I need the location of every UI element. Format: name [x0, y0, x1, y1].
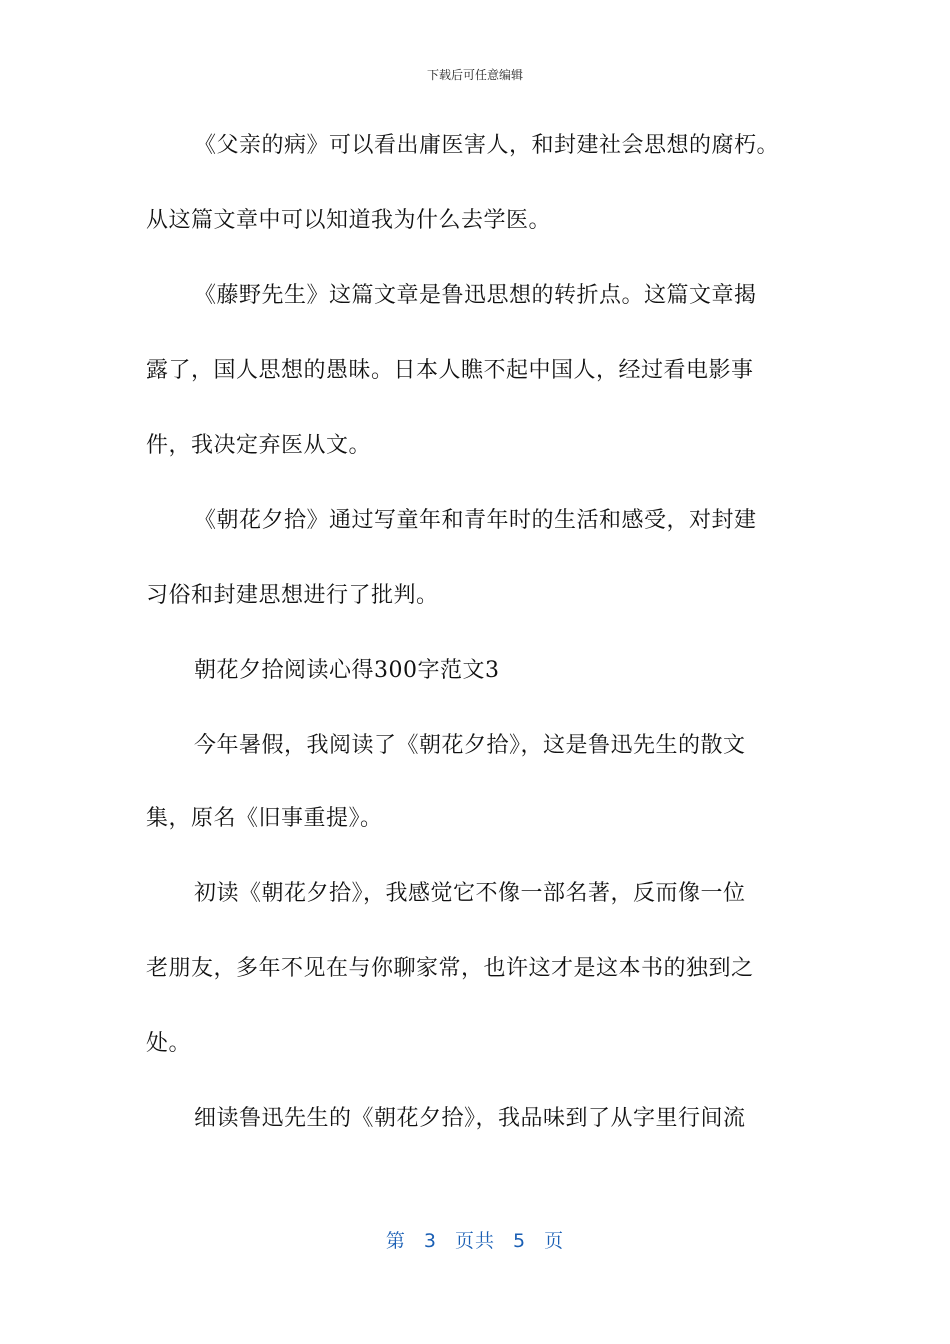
text-line: 处。	[146, 1031, 192, 1056]
text-line: 老朋友，多年不见在与你聊家常，也许这才是这本书的独到之	[146, 956, 754, 981]
text-line: 从这篇文章中可以知道我为什么去学医。	[146, 208, 552, 233]
section-heading: 朝花夕拾阅读心得300字范文3	[194, 658, 500, 683]
text-line: 《朝花夕拾》通过写童年和青年时的生活和感受，对封建	[194, 508, 757, 533]
page-middle: 页共	[454, 1230, 495, 1252]
current-page-number: 3	[423, 1230, 437, 1252]
text-line: 集，原名《旧事重提》。	[146, 806, 383, 831]
text-line: 露了，国人思想的愚昧。日本人瞧不起中国人，经过看电影事	[146, 358, 754, 383]
page-number-footer	[0, 1226, 950, 1253]
text-line: 《父亲的病》可以看出庸医害人，和封建社会思想的腐朽。	[194, 133, 780, 158]
page-prefix: 第	[385, 1230, 406, 1252]
text-line: 细读鲁迅先生的《朝花夕拾》，我品味到了从字里行间流	[194, 1106, 746, 1131]
download-note: 下载后可任意编辑	[426, 68, 523, 82]
text-line: 件，我决定弃医从文。	[146, 433, 372, 458]
text-line: 习俗和封建思想进行了批判。	[146, 583, 439, 608]
text-line: 初读《朝花夕拾》，我感觉它不像一部名著，反而像一位	[194, 881, 746, 906]
text-line: 《藤野先生》这篇文章是鲁迅思想的转折点。这篇文章揭	[194, 283, 757, 308]
total-pages-number: 5	[513, 1230, 527, 1252]
page-suffix: 页	[544, 1230, 565, 1252]
text-line: 今年暑假，我阅读了《朝花夕拾》，这是鲁迅先生的散文	[194, 733, 746, 758]
